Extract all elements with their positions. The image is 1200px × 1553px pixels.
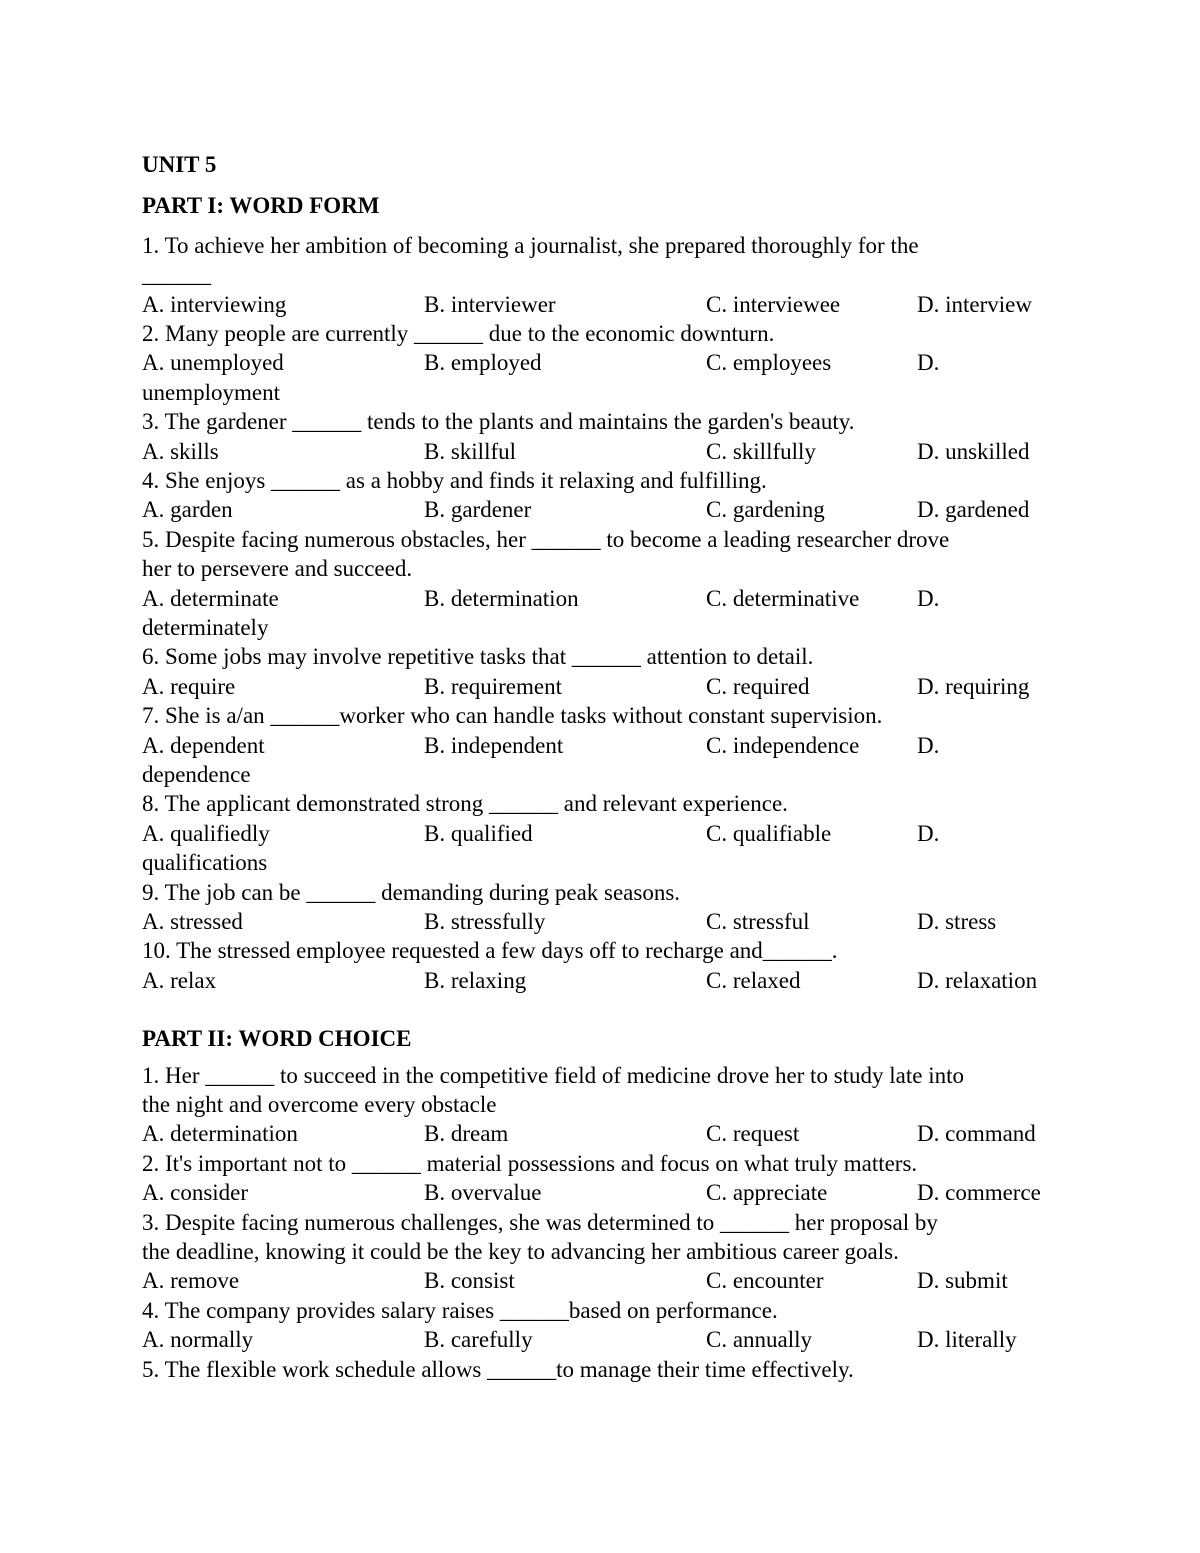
part1-question-list bbox=[142, 231, 1060, 995]
option-b: B. qualified bbox=[424, 820, 533, 846]
answer-options bbox=[142, 437, 1060, 466]
answer-options bbox=[142, 819, 1060, 848]
question-text: 7. She is a/an ______worker who can handle tasks without constant supervision. bbox=[142, 703, 883, 729]
option-b: B. gardener bbox=[424, 497, 532, 523]
option-a: A. unemployed bbox=[142, 350, 284, 376]
option-c: C. required bbox=[706, 673, 810, 699]
option-c: C. skillfully bbox=[706, 438, 816, 464]
option-b: B. determination bbox=[424, 585, 579, 611]
option-d: D. bbox=[917, 732, 940, 758]
option-c: C. interviewee bbox=[706, 291, 841, 317]
option-d-continuation: unemployment bbox=[142, 379, 280, 405]
option-a: A. determination bbox=[142, 1121, 298, 1147]
answer-options bbox=[142, 731, 1060, 760]
option-b: B. independent bbox=[424, 732, 564, 758]
answer-options bbox=[142, 584, 1060, 613]
option-d: D. relaxation bbox=[917, 967, 1038, 993]
question-text: 2. Many people are currently ______ due to the economic downturn. bbox=[142, 321, 775, 347]
option-d: D. submit bbox=[917, 1268, 1008, 1294]
option-d: D. commerce bbox=[917, 1180, 1041, 1206]
answer-options bbox=[142, 1325, 1060, 1354]
option-b: B. interviewer bbox=[424, 291, 556, 317]
option-b: B. overvalue bbox=[424, 1180, 542, 1206]
option-a: A. consider bbox=[142, 1180, 249, 1206]
question-text: 8. The applicant demonstrated strong ______ and relevant experience. bbox=[142, 791, 788, 817]
question-text: 5. The flexible work schedule allows ______to manage their time effectively. bbox=[142, 1356, 854, 1382]
unit-title: UNIT 5 bbox=[142, 152, 217, 177]
option-a: A. interviewing bbox=[142, 291, 287, 317]
option-d: D. bbox=[917, 820, 940, 846]
question-text-continuation: ______ bbox=[142, 262, 211, 288]
option-d: D. bbox=[917, 350, 940, 376]
option-b: B. carefully bbox=[424, 1327, 533, 1353]
option-c: C. relaxed bbox=[706, 967, 801, 993]
option-b: B. employed bbox=[424, 350, 542, 376]
option-d: D. stress bbox=[917, 909, 997, 935]
question-text-continuation: the deadline, knowing it could be the key to advancing her ambitious career goals. bbox=[142, 1239, 899, 1265]
option-b: B. dream bbox=[424, 1121, 509, 1147]
option-a: A. skills bbox=[142, 438, 219, 464]
option-c: C. stressful bbox=[706, 909, 810, 935]
answer-options bbox=[142, 348, 1060, 377]
question-text: 3. Despite facing numerous challenges, she was determined to ______ her proposal by bbox=[142, 1209, 938, 1235]
question-text: 6. Some jobs may involve repetitive tasks that ______ attention to detail. bbox=[142, 644, 814, 670]
answer-options bbox=[142, 495, 1060, 524]
option-a: A. normally bbox=[142, 1327, 254, 1353]
option-c: C. annually bbox=[706, 1327, 813, 1353]
option-a: A. require bbox=[142, 673, 236, 699]
option-b: B. consist bbox=[424, 1268, 515, 1294]
question-text: 3. The gardener ______ tends to the plants and maintains the garden's beauty. bbox=[142, 409, 855, 435]
option-d-continuation: dependence bbox=[142, 762, 251, 788]
part2-question-list bbox=[142, 1061, 1060, 1384]
question-text: 4. The company provides salary raises ______based on performance. bbox=[142, 1297, 778, 1323]
option-a: A. determinate bbox=[142, 585, 279, 611]
option-b: B. skillful bbox=[424, 438, 517, 464]
option-c: C. gardening bbox=[706, 497, 825, 523]
answer-options bbox=[142, 1178, 1060, 1207]
answer-options bbox=[142, 1266, 1060, 1295]
option-a: A. qualifiedly bbox=[142, 820, 270, 846]
question-text: 1. To achieve her ambition of becoming a journalist, she prepared thoroughly for the bbox=[142, 232, 919, 258]
question-text-continuation: the night and overcome every obstacle bbox=[142, 1092, 497, 1118]
option-d: D. requiring bbox=[917, 673, 1030, 699]
option-c: C. determinative bbox=[706, 585, 860, 611]
document-page bbox=[142, 150, 1060, 1384]
option-d-continuation: determinately bbox=[142, 615, 269, 641]
option-b: B. requirement bbox=[424, 673, 562, 699]
part2-title: PART II: WORD CHOICE bbox=[142, 1026, 412, 1052]
part1-title: PART I: WORD FORM bbox=[142, 193, 380, 219]
option-a: A. garden bbox=[142, 497, 233, 523]
option-d: D. interview bbox=[917, 291, 1032, 317]
answer-options bbox=[142, 907, 1060, 936]
answer-options bbox=[142, 290, 1060, 319]
option-d-continuation: qualifications bbox=[142, 850, 268, 876]
answer-options bbox=[142, 1119, 1060, 1148]
option-c: C. request bbox=[706, 1121, 800, 1147]
question-text: 10. The stressed employee requested a few days off to recharge and______. bbox=[142, 938, 838, 964]
option-a: A. dependent bbox=[142, 732, 265, 758]
question-text: 5. Despite facing numerous obstacles, her ______ to become a leading researcher drove bbox=[142, 526, 950, 552]
option-d: D. literally bbox=[917, 1327, 1017, 1353]
option-b: B. relaxing bbox=[424, 967, 527, 993]
option-c: C. employees bbox=[706, 350, 832, 376]
option-a: A. stressed bbox=[142, 909, 243, 935]
question-text: 2. It's important not to ______ material possessions and focus on what truly matters. bbox=[142, 1150, 918, 1176]
option-c: C. independence bbox=[706, 732, 860, 758]
option-a: A. remove bbox=[142, 1268, 240, 1294]
answer-options bbox=[142, 672, 1060, 701]
option-d: D. unskilled bbox=[917, 438, 1030, 464]
question-text: 1. Her ______ to succeed in the competitive field of medicine drove her to study late into bbox=[142, 1062, 965, 1088]
option-d: D. bbox=[917, 585, 940, 611]
option-c: C. encounter bbox=[706, 1268, 824, 1294]
question-text-continuation: her to persevere and succeed. bbox=[142, 556, 413, 582]
answer-options bbox=[142, 966, 1060, 995]
option-b: B. stressfully bbox=[424, 909, 546, 935]
option-a: A. relax bbox=[142, 967, 217, 993]
option-d: D. gardened bbox=[917, 497, 1030, 523]
question-text: 9. The job can be ______ demanding during peak seasons. bbox=[142, 879, 681, 905]
option-c: C. qualifiable bbox=[706, 820, 832, 846]
option-c: C. appreciate bbox=[706, 1180, 828, 1206]
question-text: 4. She enjoys ______ as a hobby and finds it relaxing and fulfilling. bbox=[142, 468, 767, 494]
option-d: D. command bbox=[917, 1121, 1036, 1147]
